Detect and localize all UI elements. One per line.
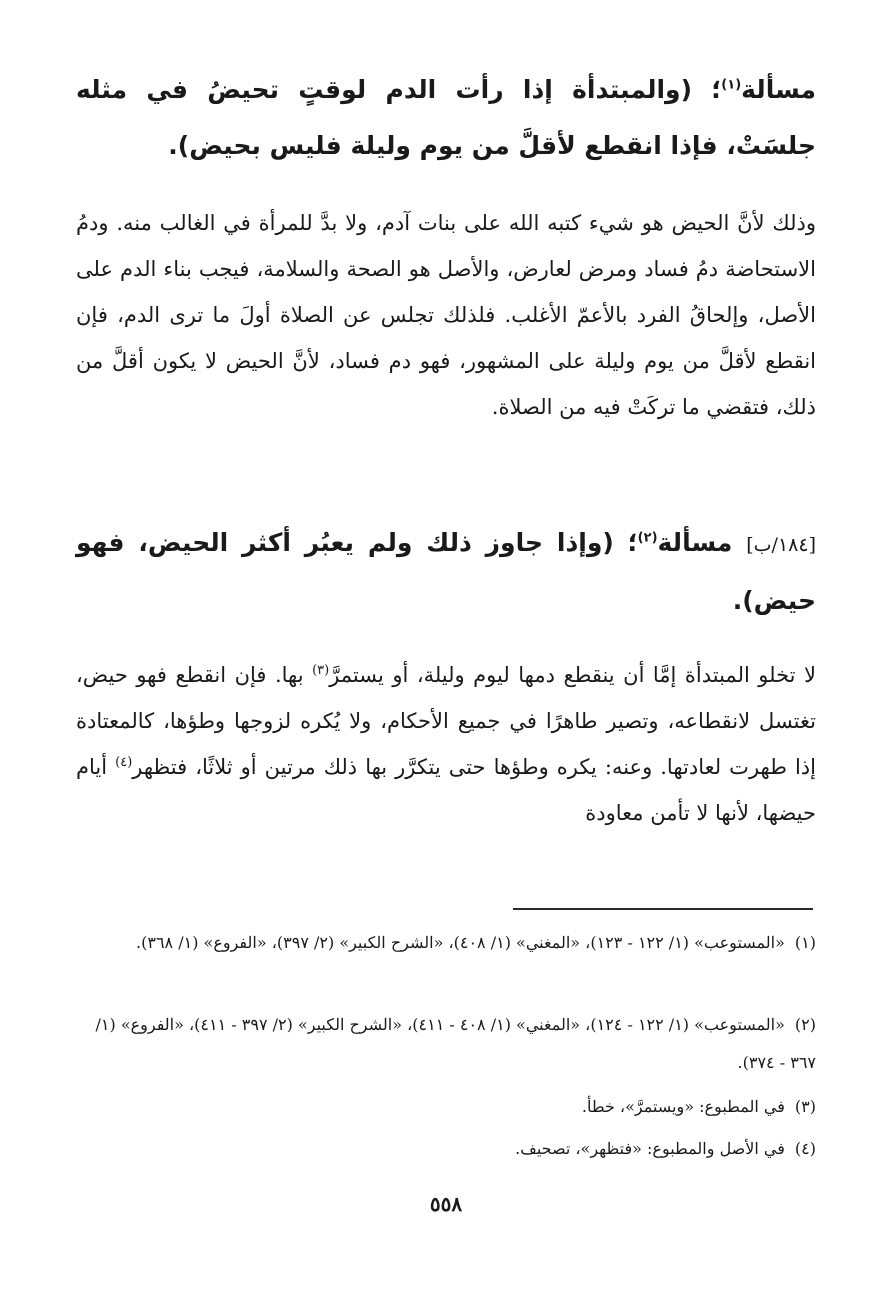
paragraph-2-part-3: أيام حيضها، لأنها لا تأمن معاودة [76, 755, 816, 825]
paragraph-2 [76, 652, 816, 836]
footnote-number: (٤) [794, 1139, 816, 1158]
issue-1-text: ؛ (والمبتدأة إذا رأت الدم لوقتٍ تحيضُ في مثله جلسَتْ، فإذا انقطع لأقلَّ من يوم وليلة فليس بحيض). [76, 75, 816, 160]
issue-1-heading [76, 62, 816, 174]
footnote-text: في الأصل والمطبوع: «فتظهر»، تصحيف. [515, 1139, 785, 1158]
footnote-number: (١) [794, 933, 816, 952]
footnote-text: «المستوعب» (١/ ١٢٢ - ١٢٤)، «المغني» (١/ ٤٠٨ - ٤١١)، «الشرح الكبير» (٢/ ٣٩٧ - ٤١١)، «الفروع» (١/ ٣٦٧ - ٣٧٤). [95, 1015, 816, 1072]
page-number: ٥٥٨ [429, 1192, 463, 1216]
paragraph-1: وذلك لأنَّ الحيض هو شيء كتبه الله على بنات آدم، ولا بدَّ للمرأة في الغالب منه. ودمُ الاستحاضة دمُ فساد ومرض لعارض، والأصل هو الصحة والسلامة، فيجب بناء الدم على الأصل، وإلحاقُ الفرد بالأعمّ الأغلب. فلذلك تجلس عن الصلاة أولَ ما ترى الدم، فإن انقطع لأقلَّ من يوم وليلة على المشهور، فهو دم فساد، لأنَّ الحيض لا يكون أقلَّ من ذلك، فتقضي ما تركَتْ فيه من الصلاة. [76, 211, 816, 419]
footnote-3 [76, 1088, 816, 1126]
footnote-number: (٢) [794, 1015, 816, 1034]
footnote-text: «المستوعب» (١/ ١٢٢ - ١٢٣)، «المغني» (١/ ٤٠٨)، «الشرح الكبير» (٢/ ٣٩٧)، «الفروع» (١/ ٣٦٨). [136, 933, 785, 952]
footnote-1 [76, 924, 816, 962]
paragraph-2-part-1: لا تخلو المبتدأة إمَّا أن ينقطع دمها ليوم وليلة، أو يستمرَّ [329, 663, 816, 687]
issue-label: مسألة [657, 528, 733, 557]
footnote-2 [76, 1006, 816, 1082]
issue-label: مسألة [741, 75, 816, 104]
footnote-text: في المطبوع: «ويستمرَّ»، خطأ. [581, 1097, 785, 1116]
paragraph-2-part-2: بها. فإن انقطع فهو حيض، تغتسل لانقطاعه، وتصير طاهرًا في جميع الأحكام، ولا يُكره لزوجها وطؤها، كالمعتادة إذا طهرت لعادتها. وعنه: يكره وطؤها حتى يتكرَّر بها ذلك مرتين أو ثلاثًا، فتظهر [76, 663, 816, 779]
manuscript-folio-ref: [١٨٤/ب] [746, 534, 816, 556]
footnote-ref-2: (٢) [637, 530, 658, 546]
footnote-number: (٣) [794, 1097, 816, 1116]
footnote-separator [513, 908, 813, 910]
footnote-ref-3: (٣) [312, 663, 330, 678]
footnote-ref-4: (٤) [115, 755, 133, 770]
footnote-ref-1: (١) [721, 77, 742, 93]
issue-2-text: ؛ (وإذا جاوز ذلك ولم يعبُر أكثر الحيض، فهو حيض). [76, 528, 816, 615]
issue-2-heading [76, 515, 816, 629]
footnote-4 [76, 1130, 816, 1168]
